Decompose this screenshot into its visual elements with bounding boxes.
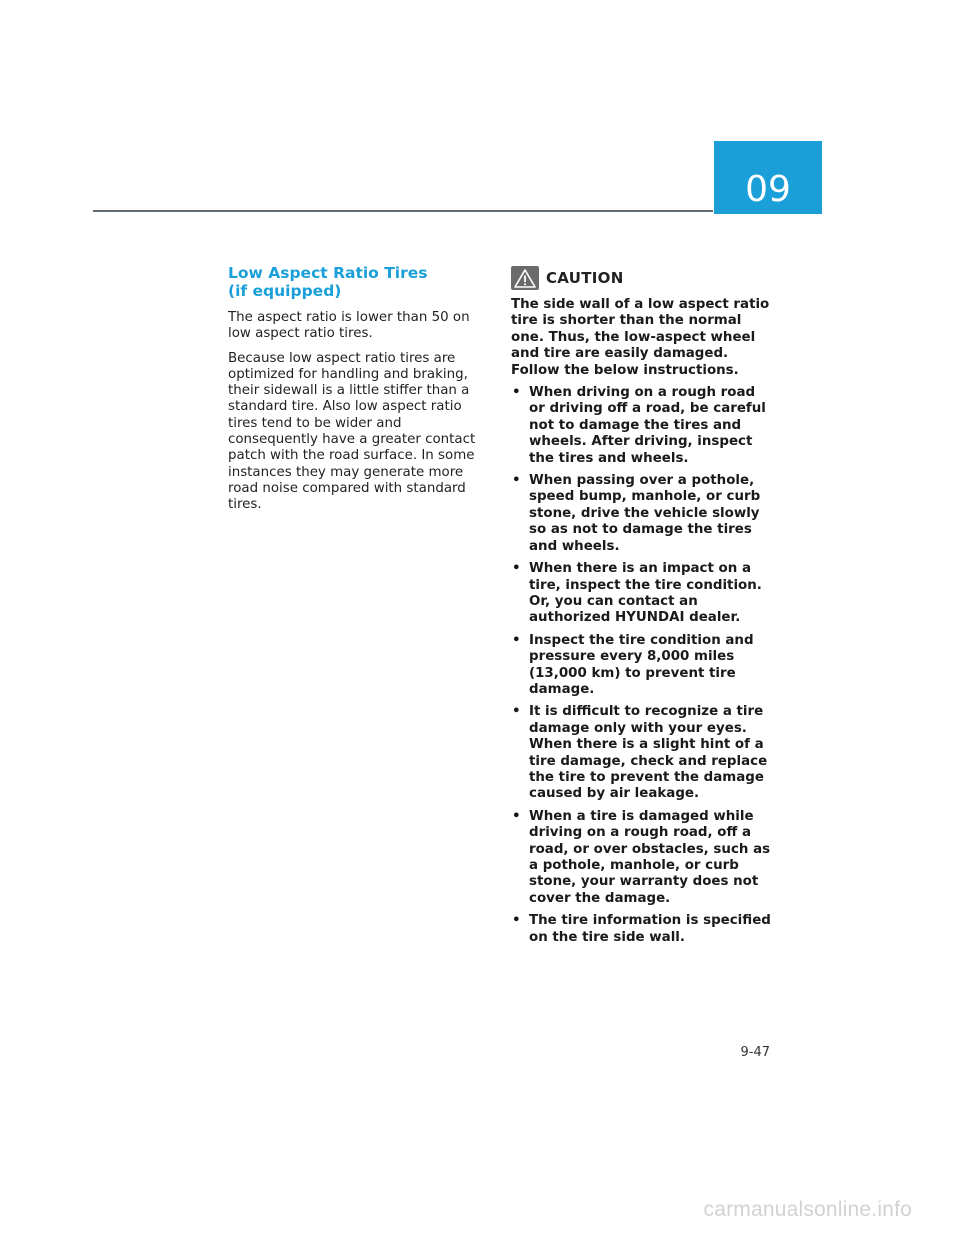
- page-number: 9-47: [740, 1045, 770, 1060]
- bullet-icon: •: [512, 808, 521, 824]
- caution-item: [511, 633, 773, 699]
- header-divider: [93, 210, 713, 212]
- caution-header: [511, 266, 773, 290]
- caution-item-text: When passing over a pothole, speed bump, manhole, or curb stone, drive the vehicle slowly so as not to damage the tires and wheels.: [529, 473, 761, 554]
- paragraph: Because low aspect ratio tires are optimized for handling and braking, their sidewall is a little stiffer than a standard tire. Also low aspect ratio tires tend to be wider and consequently have a greater contact patch with the road surface. In some instances they may generate more road noise compared with standard tires.: [228, 350, 476, 513]
- bullet-icon: •: [512, 385, 521, 401]
- bullet-icon: •: [512, 632, 521, 648]
- caution-intro: The side wall of a low aspect ratio tire is shorter than the normal one. Thus, the low-aspect wheel and tire are easily damaged. Follow the below instructions.: [511, 297, 770, 378]
- warning-triangle-icon: [511, 266, 539, 290]
- bullet-icon: •: [512, 561, 521, 577]
- bullet-icon: •: [512, 704, 521, 720]
- chapter-tab: [714, 141, 822, 214]
- caution-item: [511, 809, 773, 907]
- caution-item-text: The tire information is specified on the tire side wall.: [529, 913, 771, 945]
- caution-item: [511, 561, 773, 627]
- caution-item: [511, 704, 773, 802]
- paragraph: The aspect ratio is lower than 50 on low aspect ratio tires.: [228, 310, 470, 342]
- left-column: [228, 264, 490, 522]
- chapter-number: 09: [745, 168, 791, 210]
- caution-item: [511, 913, 773, 946]
- section-title-line1: Low Aspect Ratio Tires: [228, 264, 428, 282]
- section-title-line2: (if equipped): [228, 282, 342, 300]
- caution-item-text: When driving on a rough road or driving off a road, be careful not to damage the tires and wheels. After driving, inspect the tires and wheels.: [529, 385, 766, 466]
- watermark: carmanualsonline.info: [703, 1198, 912, 1221]
- caution-box: [511, 266, 773, 952]
- caution-item-text: Inspect the tire condition and pressure every 8,000 miles (13,000 km) to prevent tire damage.: [529, 632, 754, 697]
- caution-item-text: When a tire is damaged while driving on a rough road, off a road, or over obstacles, such as a pothole, manhole, or curb stone, your warranty does not cover the damage.: [529, 808, 771, 906]
- caution-item-text: When there is an impact on a tire, inspect the tire condition. Or, you can contact an authorized HYUNDAI dealer.: [529, 561, 762, 626]
- caution-item: [511, 385, 773, 467]
- section-title: [228, 264, 490, 300]
- caution-list: [511, 385, 773, 946]
- caution-title: CAUTION: [546, 269, 624, 287]
- bullet-icon: •: [512, 473, 521, 489]
- bullet-icon: •: [512, 913, 521, 929]
- caution-item: [511, 473, 773, 555]
- caution-item-text: It is difficult to recognize a tire damage only with your eyes. When there is a slight hint of a tire damage, check and replace the tire to prevent the damage caused by air leakage.: [529, 704, 768, 802]
